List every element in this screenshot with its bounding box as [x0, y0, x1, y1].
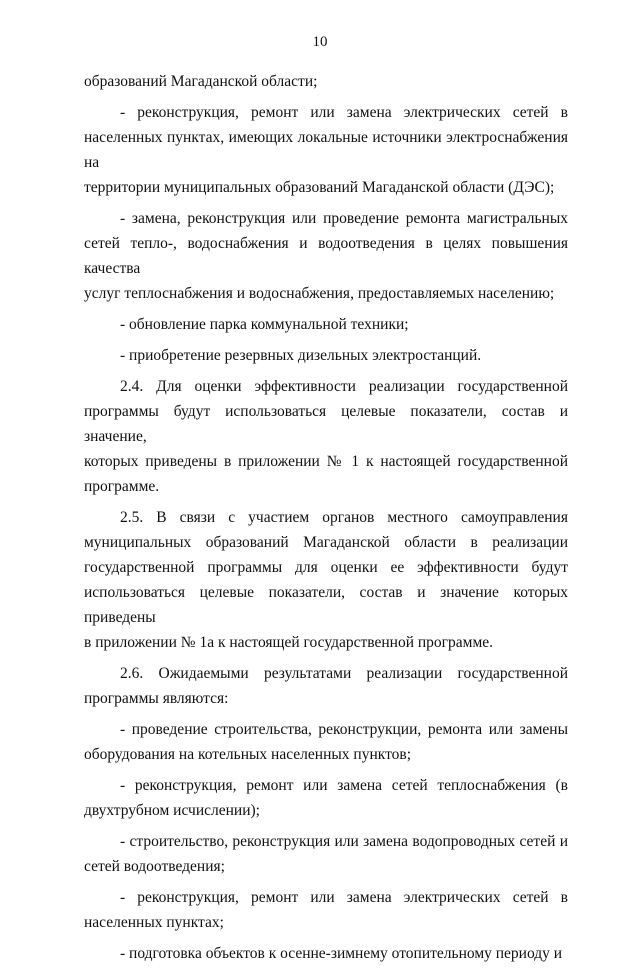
text-line: - замена, реконструкция или проведение ремонта магистральных [120, 210, 568, 227]
text-line: двухтрубном исчислении); [84, 802, 260, 819]
text-line: - проведение строительства, реконструкции, ремонта или замены [120, 721, 568, 738]
page-number: 10 [312, 34, 328, 50]
paragraph [84, 505, 568, 655]
paragraph [84, 312, 568, 337]
text-line: населенных пунктах, имеющих локальные источники электроснабжения на [84, 129, 568, 171]
text-line: - реконструкция, ремонт или замена сетей теплоснабжения (в [120, 777, 568, 794]
text-line: которых приведены в приложении № 1 к настоящей государственной [84, 453, 568, 470]
paragraph [84, 374, 568, 499]
paragraph [84, 206, 568, 306]
body-text [84, 69, 568, 972]
text-line: 2.4. Для оценки эффективности реализации государственной [120, 378, 568, 395]
text-line: - реконструкция, ремонт или замена электрических сетей в [120, 889, 568, 906]
text-line: образований Магаданской области; [84, 73, 318, 90]
paragraph [84, 941, 568, 966]
text-line: государственной программы для оценки ее эффективности будут [84, 559, 568, 576]
paragraph [84, 885, 568, 935]
text-line: сетей тепло-, водоснабжения и водоотведения в целях повышения качества [84, 235, 568, 277]
text-line: территории муниципальных образований Магаданской области (ДЭС); [84, 179, 555, 196]
paragraph [84, 661, 568, 711]
text-line: программы будут использоваться целевые показатели, состав и значение, [84, 403, 568, 445]
text-line: - приобретение резервных дизельных электростанций. [120, 347, 482, 364]
text-line: использоваться целевые показатели, состав и значение которых приведены [84, 584, 568, 626]
text-line: оборудования на котельных населенных пунктов; [84, 746, 412, 763]
paragraph [84, 773, 568, 823]
text-line: программы являются: [84, 690, 229, 707]
text-line: в приложении № 1а к настоящей государственной программе. [84, 634, 494, 651]
paragraph [84, 69, 568, 94]
paragraph [84, 100, 568, 200]
text-line: услуг теплоснабжения и водоснабжения, предоставляемых населению; [84, 285, 555, 302]
text-line: - строительство, реконструкция или замена водопроводных сетей и [120, 833, 568, 850]
text-line: сетей водоотведения; [84, 858, 225, 875]
text-line: 2.5. В связи с участием органов местного самоуправления [120, 509, 568, 526]
text-line: программе. [84, 478, 160, 495]
paragraph [84, 829, 568, 879]
text-line: - обновление парка коммунальной техники; [120, 316, 409, 333]
text-line: населенных пунктах; [84, 914, 224, 931]
text-line: муниципальных образований Магаданской области в реализации [84, 534, 568, 551]
text-line: - реконструкция, ремонт или замена электрических сетей в [120, 104, 568, 121]
paragraph [84, 343, 568, 368]
text-line: 2.6. Ожидаемыми результатами реализации государственной [120, 665, 568, 682]
paragraph [84, 717, 568, 767]
text-line: - подготовка объектов к осенне-зимнему отопительному периоду и [120, 945, 563, 962]
